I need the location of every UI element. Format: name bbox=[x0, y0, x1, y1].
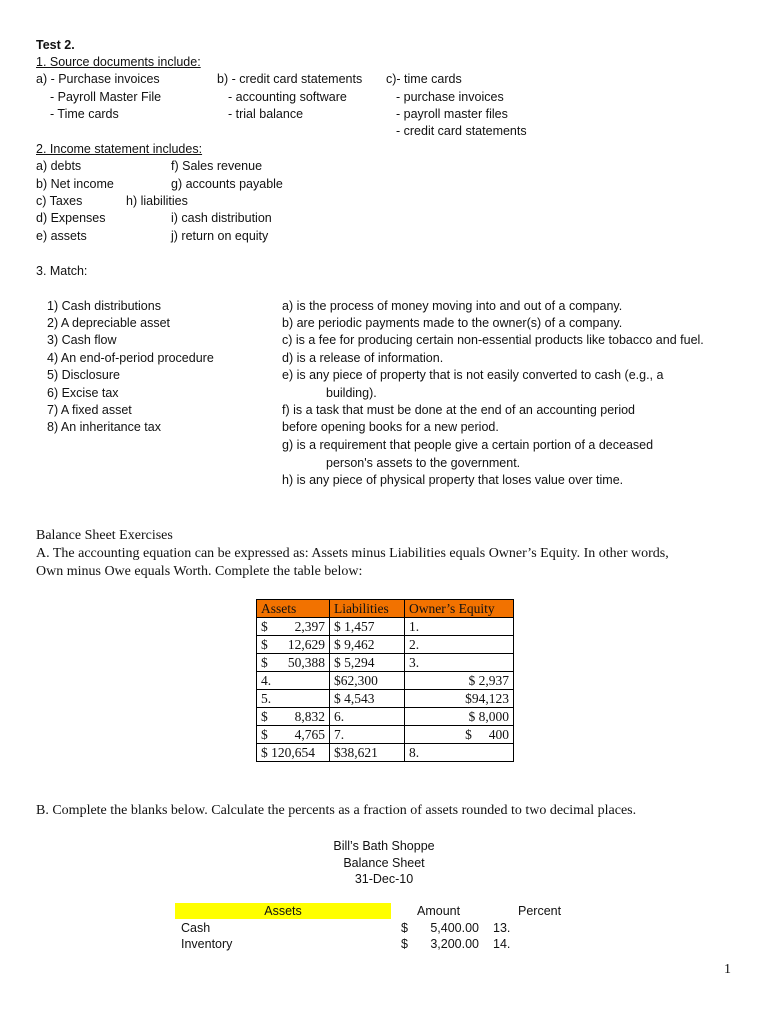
q3-term: 7) A fixed asset bbox=[47, 403, 132, 417]
assets-column-header: Assets bbox=[264, 904, 302, 918]
row-label-inventory: Inventory bbox=[181, 937, 233, 951]
cell: 2. bbox=[409, 637, 420, 652]
currency-symbol: $ bbox=[401, 937, 408, 951]
row-label-cash: Cash bbox=[181, 921, 211, 935]
cell: $ 120,654 bbox=[261, 745, 315, 760]
exercise-b-text: B. Complete the blanks below. Calculate the percents as a fraction of assets rounded to two decimal places. bbox=[36, 803, 637, 818]
q3-definition: person's assets to the government. bbox=[326, 456, 521, 470]
page-number: 1 bbox=[724, 962, 731, 977]
statement-date: 31-Dec-10 bbox=[354, 872, 414, 886]
q3-heading: 3. Match: bbox=[36, 264, 88, 278]
cell: 4. bbox=[261, 673, 272, 688]
cell: $ 8,000 bbox=[468, 709, 509, 724]
q3-term: 6) Excise tax bbox=[47, 386, 119, 400]
cell: $94,123 bbox=[465, 691, 509, 706]
q1-b-item: - trial balance bbox=[228, 107, 304, 121]
table-row bbox=[257, 672, 514, 690]
q3-definition: a) is the process of money moving into and out of a company. bbox=[282, 299, 623, 313]
table-row bbox=[257, 690, 514, 708]
q3-term: 2) A depreciable asset bbox=[47, 316, 170, 330]
test-title: Test 2. bbox=[36, 38, 75, 52]
col-owners-equity: Owner’s Equity bbox=[405, 600, 514, 618]
q1-a-item: a) - Purchase invoices bbox=[36, 72, 160, 86]
exercise-a-text: A. The accounting equation can be expressed as: Assets minus Liabilities equals Owner’s Equity. In other words, bbox=[36, 546, 669, 561]
cell: 50,388 bbox=[287, 655, 325, 670]
table-header-row bbox=[257, 600, 514, 618]
currency-symbol: $ bbox=[401, 921, 408, 935]
cell: $ bbox=[261, 727, 268, 742]
q3-term: 5) Disclosure bbox=[47, 368, 120, 382]
q3-term: 1) Cash distributions bbox=[47, 299, 161, 313]
q2-option: b) Net income bbox=[36, 177, 114, 191]
table-row bbox=[257, 708, 514, 726]
col-assets: Assets bbox=[257, 600, 330, 618]
table-row bbox=[257, 618, 514, 636]
company-name: Bill’s Bath Shoppe bbox=[333, 839, 435, 853]
cell: 7. bbox=[330, 726, 405, 744]
cell: $ bbox=[261, 655, 268, 670]
cell: $ bbox=[261, 709, 268, 724]
q2-option: h) liabilities bbox=[126, 194, 188, 208]
cell: $ 400 bbox=[465, 727, 509, 742]
percent-column-header: Percent bbox=[518, 904, 562, 918]
q2-option: j) return on equity bbox=[171, 229, 269, 243]
cell: 4,765 bbox=[294, 727, 325, 742]
q2-option: d) Expenses bbox=[36, 211, 106, 225]
q1-c-item: - payroll master files bbox=[396, 107, 508, 121]
q3-term: 3) Cash flow bbox=[47, 333, 117, 347]
q3-definition: h) is any piece of physical property that loses value over time. bbox=[282, 473, 624, 487]
amount-cash: 5,400.00 bbox=[430, 921, 479, 935]
q3-definition: before opening books for a new period. bbox=[282, 420, 499, 434]
q3-definition: e) is any piece of property that is not easily converted to cash (e.g., a bbox=[282, 368, 664, 382]
cell: $ 1,457 bbox=[330, 618, 405, 636]
accounting-equation-table bbox=[256, 599, 514, 762]
q1-heading: 1. Source documents include: bbox=[36, 55, 201, 69]
q3-term: 4) An end-of-period procedure bbox=[47, 351, 214, 365]
cell: 8. bbox=[409, 745, 420, 760]
q3-definition: d) is a release of information. bbox=[282, 351, 444, 365]
cell: $ bbox=[261, 637, 268, 652]
percent-blank-13: 13. bbox=[493, 921, 511, 935]
q3-definition: b) are periodic payments made to the owner(s) of a company. bbox=[282, 316, 623, 330]
q2-option: a) debts bbox=[36, 159, 82, 173]
q1-a-item: - Payroll Master File bbox=[50, 90, 162, 104]
q1-a-item: - Time cards bbox=[50, 107, 119, 121]
cell: 3. bbox=[409, 655, 420, 670]
q1-c-item: - purchase invoices bbox=[396, 90, 504, 104]
exercise-a-text: Own minus Owe equals Worth. Complete the table below: bbox=[36, 564, 363, 579]
q2-option: g) accounts payable bbox=[171, 177, 283, 191]
table-row bbox=[257, 726, 514, 744]
cell: $ 9,462 bbox=[330, 636, 405, 654]
balance-sheet-heading: Balance Sheet Exercises bbox=[36, 528, 173, 543]
q3-definition: g) is a requirement that people give a certain portion of a deceased bbox=[282, 438, 654, 452]
cell: 8,832 bbox=[294, 709, 325, 724]
cell: $62,300 bbox=[330, 672, 405, 690]
cell: $ 2,937 bbox=[468, 673, 509, 688]
q1-b-item: - accounting software bbox=[228, 90, 347, 104]
cell: 2,397 bbox=[294, 619, 325, 634]
col-liabilities: Liabilities bbox=[330, 600, 405, 618]
cell: 5. bbox=[261, 691, 272, 706]
table-row bbox=[257, 744, 514, 762]
cell: 6. bbox=[330, 708, 405, 726]
q3-definition: building). bbox=[326, 386, 377, 400]
amount-inventory: 3,200.00 bbox=[430, 937, 479, 951]
table-row bbox=[257, 636, 514, 654]
q2-option: f) Sales revenue bbox=[171, 159, 263, 173]
amount-column-header: Amount bbox=[417, 904, 461, 918]
q3-definition: c) is a fee for producing certain non-essential products like tobacco and fuel. bbox=[282, 333, 704, 347]
q3-definition: f) is a task that must be done at the end of an accounting period bbox=[282, 403, 636, 417]
statement-title: Balance Sheet bbox=[343, 856, 425, 870]
q2-heading: 2. Income statement includes: bbox=[36, 142, 203, 156]
cell: 12,629 bbox=[287, 637, 325, 652]
q3-term: 8) An inheritance tax bbox=[47, 420, 161, 434]
cell: $ bbox=[261, 619, 268, 634]
q1-c-item: - credit card statements bbox=[396, 124, 527, 138]
q2-option: c) Taxes bbox=[36, 194, 83, 208]
percent-blank-14: 14. bbox=[493, 937, 511, 951]
cell: $ 4,543 bbox=[330, 690, 405, 708]
q2-option: e) assets bbox=[36, 229, 87, 243]
q1-c-item: c)- time cards bbox=[386, 72, 462, 86]
cell: 1. bbox=[409, 619, 420, 634]
table-row bbox=[257, 654, 514, 672]
q1-b-item: b) - credit card statements bbox=[217, 72, 363, 86]
cell: $ 5,294 bbox=[330, 654, 405, 672]
cell: $38,621 bbox=[330, 744, 405, 762]
q2-option: i) cash distribution bbox=[171, 211, 272, 225]
